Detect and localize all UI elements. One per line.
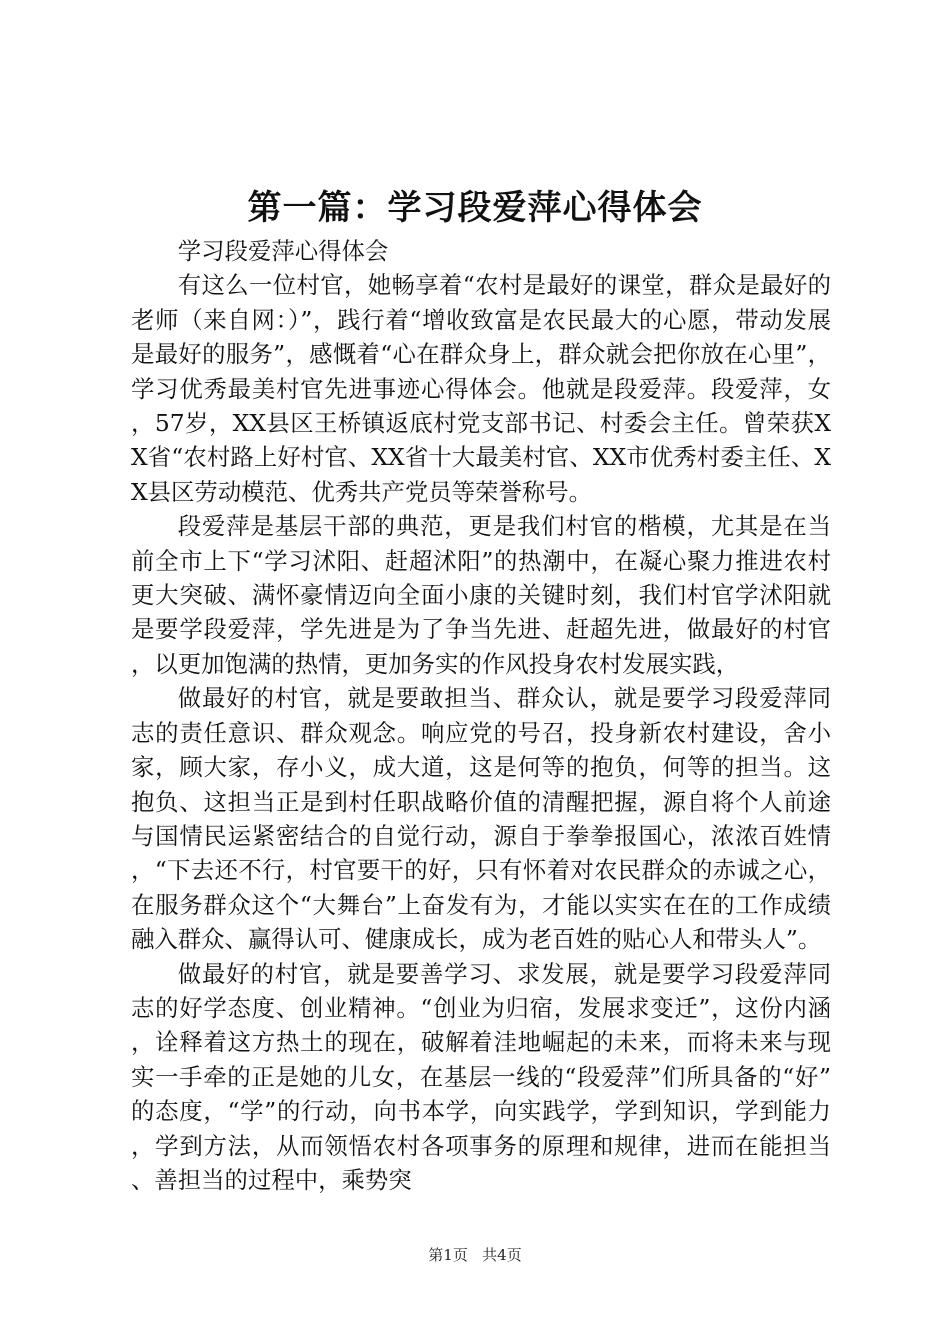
body-paragraph: 做最好的村官，就是要善学习、求发展，就是要学习段爱萍同志的好学态度、创业精神。“创业为归宿，发展求变迁”，这份内涵，诠释着这方热土的现在，破解着洼地崛起的未来，而将未来与现实一手牵的正是她的儿女，在基层一线的“段爱萍”们所具备的“好”的态度，“学”的行动，向书本学，向实践学，学到知识，学到能力，学到方法，从而领悟农村各项事务的原理和规律，进而在能担当、善担当的过程中，乘势突 bbox=[131, 959, 831, 1194]
document-body bbox=[131, 234, 831, 1197]
page-separator bbox=[473, 1246, 478, 1264]
subtitle-paragraph: 学习段爱萍心得体会 bbox=[177, 237, 389, 265]
body-paragraph: 有这么一位村官，她畅享着“农村是最好的课堂，群众是最好的老师（来自网：）”，践行着“增收致富是农民最大的心愿，带动发展是最好的服务”，感慨着“心在群众身上，群众就会把你放在心里”，学习优秀最美村官先进事迹心得体会。他就是段爱萍。段爱萍，女，57岁，XX县区王桥镇返底村党支部书记、村委会主任。曾荣获XX省“农村路上好村官、XX省十大最美村官、XX市优秀村委主任、XX县区劳动模范、优秀共产党员等荣誉称号。 bbox=[131, 271, 831, 506]
document-title: 第一篇：学习段爱萍心得体会 bbox=[247, 188, 703, 228]
page-number: 第1页 bbox=[428, 1246, 468, 1264]
page-total: 共4页 bbox=[482, 1246, 522, 1264]
body-paragraph: 做最好的村官，就是要敢担当、群众认，就是要学习段爱萍同志的责任意识、群众观念。响应党的号召，投身新农村建设，舍小家，顾大家，存小义，成大道，这是何等的抱负，何等的担当。这抱负、这担当正是到村任职战略价值的清醒把握，源自将个人前途与国情民运紧密结合的自觉行动，源自于拳拳报国心，浓浓百姓情，“下去还不行，村官要干的好，只有怀着对农民群众的赤诚之心，在服务群众这个“大舞台”上奋发有为，才能以实实在在的工作成绩融入群众、赢得认可、健康成长，成为老百姓的贴心人和带头人”。 bbox=[131, 684, 831, 954]
body-paragraph: 段爱萍是基层干部的典范，更是我们村官的楷模，尤其是在当前全市上下“学习沭阳、赶超沭阳”的热潮中，在凝心聚力推进农村更大突破、满怀豪情迈向全面小康的关键时刻，我们村官学沭阳就是要学段爱萍，学先进是为了争当先进、赶超先进，做最好的村官，以更加饱满的热情，更加务实的作风投身农村发展实践， bbox=[131, 512, 831, 678]
page-footer bbox=[0, 1245, 950, 1265]
